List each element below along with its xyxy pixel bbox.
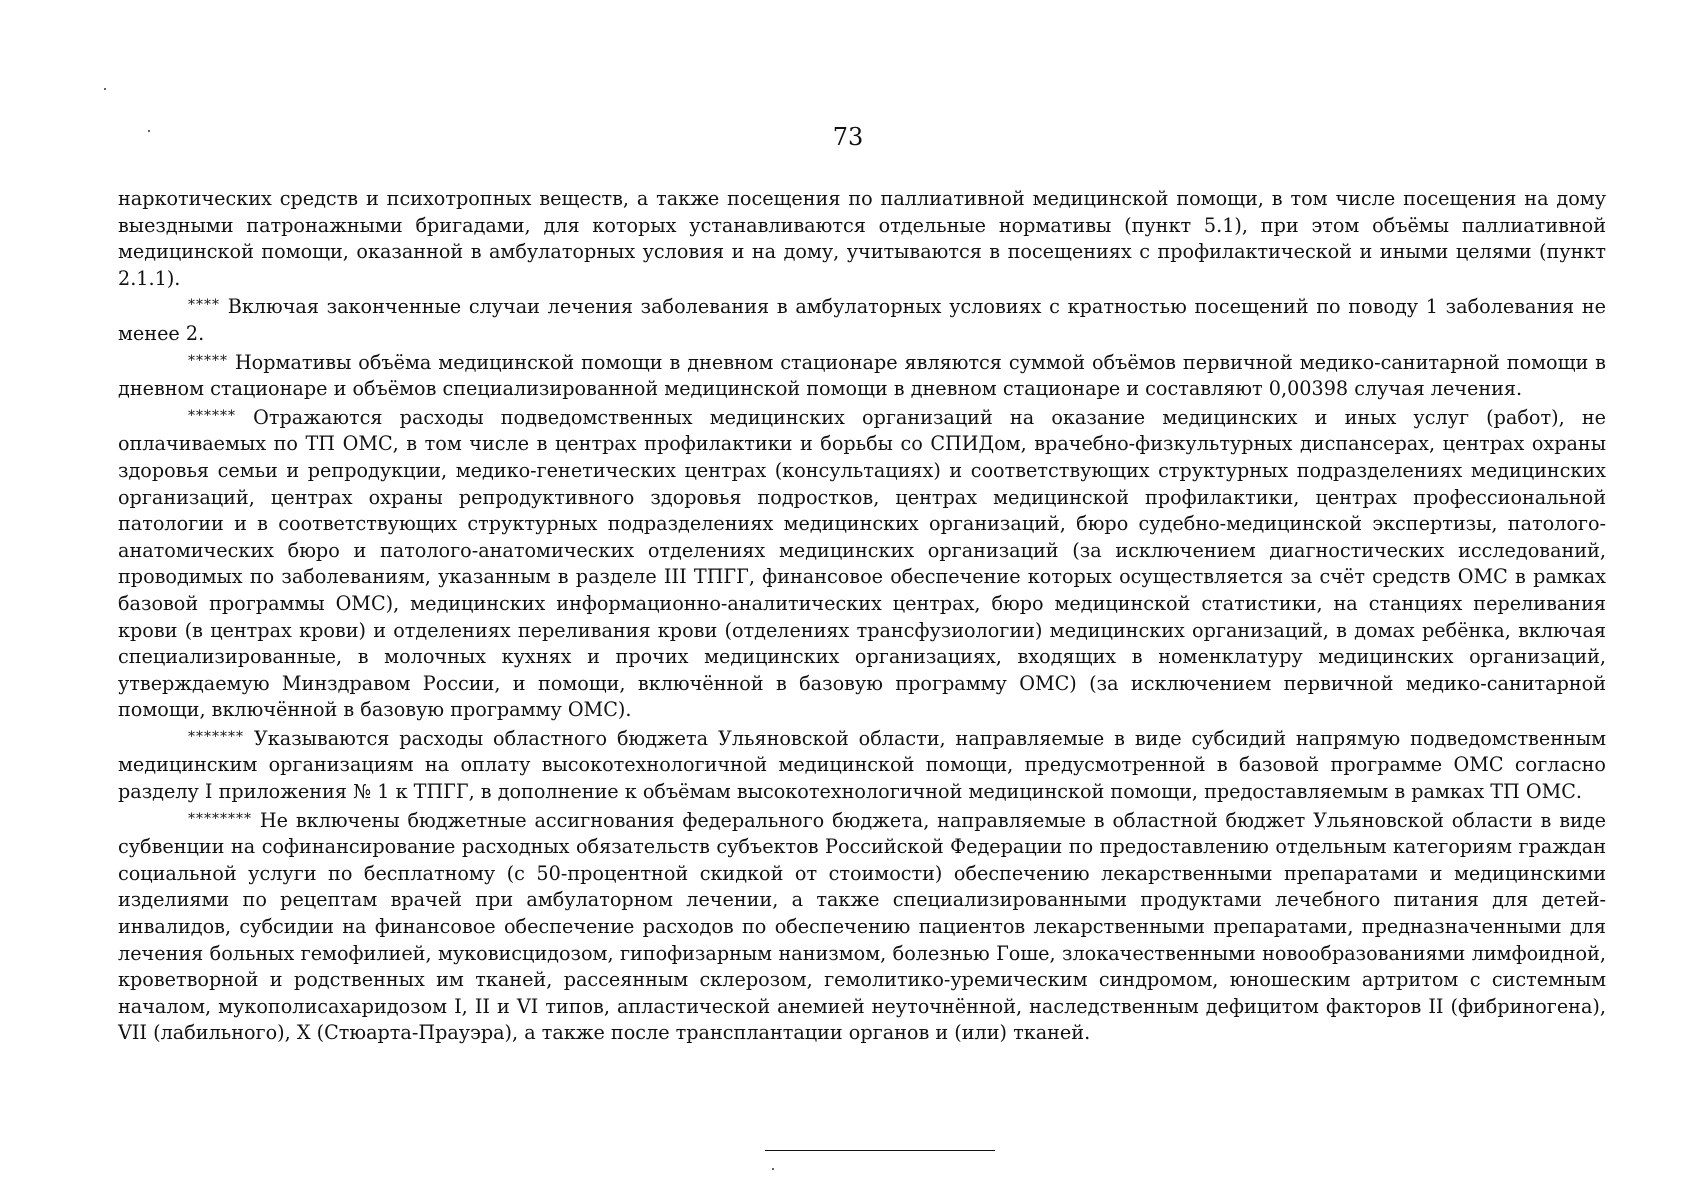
footnotes-body xyxy=(118,186,1606,1047)
closing-rule xyxy=(765,1150,995,1151)
footnote-8-stars xyxy=(118,806,1606,1047)
paragraph-text: Отражаются расходы подведомственных медицинских организаций на оказание медицинских и иных услуг (работ), не оплачиваемых по ТП ОМС, в том числе в центрах профилактики и борьбы со СПИДом, врачебно-физкультурных диспансерах, центрах охраны здоровья семьи и репродукции, медико-генетических центрах (консультациях) и соответствующих структурных подразделениях медицинских организаций, центрах охраны репродуктивного здоровья подростков, центрах медицинской профилактики, центрах профессиональной патологии и в соответствующих структурных подразделениях медицинских организаций, бюро судебно-медицинской экспертизы, патолого-анатомических бюро и патолого-анатомических отделениях медицинских организаций (за исключением диагностических исследований, проводимых по заболеваниям, указанным в разделе III ТПГГ, финансовое обеспечение которых осуществляется за счёт средств ОМС в рамках базовой программы ОМС), медицинских информационно-аналитических центрах, бюро медицинской статистики, на станциях переливания крови (в центрах крови) и отделениях переливания крови (отделениях трансфузиологии) медицинских организаций, в домах ребёнка, включая специализированные, в молочных кухнях и прочих медицинских организациях, входящих в номенклатуру медицинских организаций, утверждаемую Минздравом России, и помощи, включённой в базовую программу ОМС) (за исключением первичной медико-санитарной помощи, включённой в базовую программу ОМС). xyxy=(118,405,1606,722)
footnote-marker: ******** xyxy=(188,810,252,827)
paragraph-text: Включая законченные случаи лечения заболевания в амбулаторных условиях с кратностью посещений по поводу 1 заболевания не менее 2. xyxy=(118,295,1607,345)
paragraph-text: Нормативы объёма медицинской помощи в дневном стационаре являются суммой объёмов первичной медико-санитарной помощи в дневном стационаре и объёмов специализированной медицинской помощи в дневном стационаре и составляют 0,00398 случая лечения. xyxy=(118,350,1606,401)
footnote-marker: ******* xyxy=(188,728,244,745)
footnote-marker: ***** xyxy=(188,352,228,369)
scan-speck xyxy=(772,1168,774,1170)
footnote-4-stars xyxy=(118,292,1606,347)
paragraph-text: Указываются расходы областного бюджета Ульяновской области, направляемые в виде субсидий напрямую подведомственным медицинским организациям на оплату высокотехнологичной медицинской помощи, предусмотренной в базовой программе ОМС согласно разделу I приложения № 1 к ТПГГ, в дополнение к объёмам высокотехнологичной медицинской помощи, предоставляемым в рамках ТП ОМС. xyxy=(118,726,1606,804)
paragraph-text: Не включены бюджетные ассигнования федерального бюджета, направляемые в областной бюджет Ульяновской области в виде субвенции на софинансирование расходных обязательств субъектов Российской Федерации по предоставлению отдельным категориям граждан социальной услуги по бесплатному (с 50-процентной скидкой от стоимости) обеспечению лекарственными препаратами и медицинскими изделиями по рецептам врачей при амбулаторном лечении, а также специализированными продуктами лечебного питания для детей-инвалидов, субсидии на финансовое обеспечение расходов по обеспечению пациентов лекарственными препаратами, предназначенными для лечения больных гемофилией, муковисцидозом, гипофизарным нанизмом, болезнью Гоше, злокачественными новообразованиями лимфоидной, кроветворной и родственных им тканей, рассеянным склерозом, гемолитико-уремическим синдромом, юношеским артритом с системным началом, мукополисахаридозом I, II и VI типов, апластической анемией неуточнённой, наследственным дефицитом факторов II (фибриногена), VII (лабильного), X (Стюарта-Прауэра), а также после трансплантации органов и (или) тканей. xyxy=(118,808,1606,1045)
footnote-7-stars xyxy=(118,724,1606,806)
footnote-marker: ****** xyxy=(188,407,236,424)
footnote-6-stars xyxy=(118,403,1606,724)
footnote-continuation xyxy=(118,186,1606,292)
footnote-5-stars xyxy=(118,348,1606,403)
paragraph-text: наркотических средств и психотропных веществ, а также посещения по паллиативной медицинской помощи, в том числе посещения на дому выездными патронажными бригадами, для которых устанавливаются отдельные нормативы (пункт 5.1), при этом объёмы паллиативной медицинской помощи, оказанной в амбулаторных условия и на дому, учитываются в посещениях с профилактической и иными целями (пункт 2.1.1). xyxy=(118,187,1606,290)
footnote-marker: **** xyxy=(188,297,220,314)
page-number: 73 xyxy=(832,123,864,151)
scan-speck xyxy=(104,88,106,90)
